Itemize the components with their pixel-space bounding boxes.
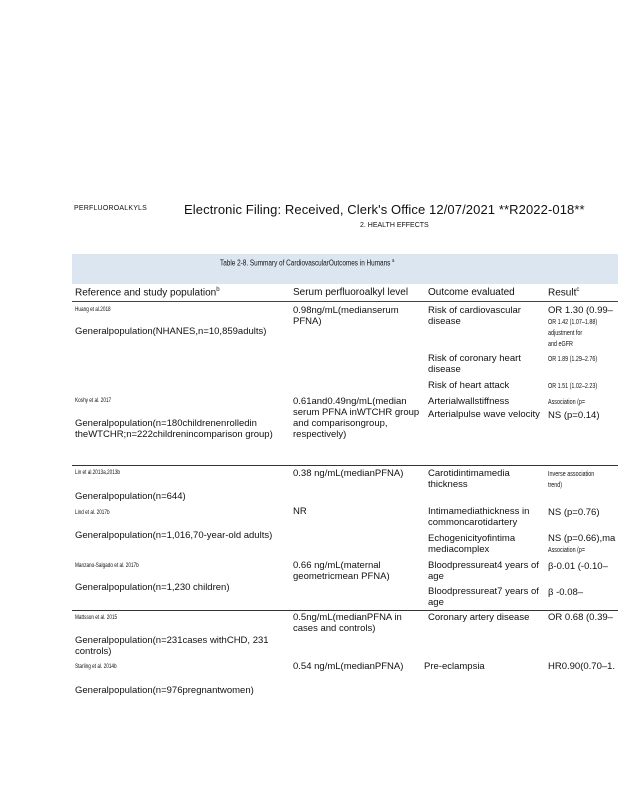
table-row-outcome: Risk of coronary heart disease (428, 353, 521, 375)
table-row-result: β-0.01 (-0.10– (548, 561, 608, 572)
table-row-result: HR0.90(0.70–1. (548, 661, 616, 672)
table-row-serum: NR (293, 506, 307, 517)
table-row-outcome: Pre-eclampsia (424, 661, 485, 672)
table-row-reference: Koshy et al. 2017 (75, 397, 112, 404)
table-row-reference: Mattsson et al. 2015 (75, 614, 118, 621)
table-row-result: OR 1.51 (1.02–2.23) (548, 381, 598, 390)
row-divider (72, 465, 618, 466)
table-row-outcome: Bloodpressureat4 years of age (428, 560, 539, 582)
column-header-serum: Serum perfluoroalkyl level (293, 287, 409, 298)
table-row-reference: Manzano-Salgado et al. 2017b (75, 562, 139, 569)
table-row-serum: 0.38 ng/mL(medianPFNA) (293, 468, 404, 479)
filing-stamp: Electronic Filing: Received, Clerk's Office 12/07/2021 **R2022-018** (184, 202, 585, 217)
table-row-result: NS (p=0.14) (548, 410, 600, 421)
table-row-serum: 0.54 ng/mL(medianPFNA) (293, 661, 404, 672)
table-row-result: trend) (548, 480, 563, 489)
table-row-result: NS (p=0.76) (548, 507, 600, 518)
running-header: PERFLUOROALKYLS (74, 205, 148, 212)
table-caption: Table 2-8. Summary of CardiovascularOutcomes in Humans $^a$ (220, 258, 395, 268)
table-row-population: Generalpopulation(n=1,016,70-year-old adults) (75, 530, 273, 541)
table-row-result: Association (p= (548, 397, 586, 406)
table-row-outcome: Arterialpulse wave velocity (428, 409, 540, 420)
table-row-reference: Lind et al. 2017b (75, 509, 110, 516)
table-row-result: Inverse association (548, 469, 595, 478)
table-row-population: Generalpopulation(n=976pregnantwomen) (75, 685, 254, 696)
table-row-outcome: Echogenicityofintima mediacomplex (428, 533, 516, 555)
table-row-outcome: Intimamediathickness in commoncarotidartery (428, 506, 530, 528)
table-row-population: Generalpopulation(n=180childrenenrolledin theWTCHR;n=222childrenincomparison group) (75, 418, 273, 440)
table-row-reference: Lin et al.2013a,2013b (75, 469, 121, 476)
row-divider (72, 610, 618, 611)
table-row-reference: Huang et al.2018 (75, 306, 111, 313)
table-row-serum: 0.98ng/mL(medianserum PFNA) (293, 305, 399, 327)
table-row-serum: 0.5ng/mL(medianPFNA in cases and controls) (293, 612, 402, 634)
table-row-outcome: Bloodpressureat7 years of age (428, 586, 539, 608)
table-row-result: β -0.08– (548, 587, 584, 598)
table-row-population: Generalpopulation(n=644) (75, 491, 186, 502)
table-row-serum: 0.61and0.49ng/mL(median serum PFNA inWTCHR group and comparisongroup, respectively) (293, 396, 420, 440)
table-row-result: OR 1.89 (1.29–2.76) (548, 354, 598, 363)
column-header-result: Result$^c$ (548, 287, 580, 299)
table-row-result: Association (p= (548, 545, 586, 554)
table-row-outcome: Risk of cardiovascular disease (428, 305, 521, 327)
table-row-reference: Starling et al. 2014b (75, 663, 117, 670)
table-row-outcome: Coronary artery disease (428, 612, 530, 623)
table-row-result: OR 1.42 (1.07–1.88) (548, 317, 598, 326)
column-header-outcome: Outcome evaluated (428, 287, 515, 298)
table-row-population: Generalpopulation(n=1,230 children) (75, 582, 230, 593)
table-row-serum: 0.66 ng/mL(maternal geometricmean PFNA) (293, 560, 390, 582)
table-row-population: Generalpopulation(NHANES,n=10,859adults) (75, 326, 267, 337)
table-row-result: OR 1.30 (0.99– (548, 305, 613, 316)
table-row-population: Generalpopulation(n=231cases withCHD, 231 controls) (75, 635, 269, 657)
table-row-result: NS (p=0.66),ma (548, 533, 616, 544)
section-title: 2. HEALTH EFFECTS (360, 222, 429, 229)
table-row-outcome: Arterialwallstiffness (428, 396, 510, 407)
table-row-result: adjustment for (548, 328, 583, 337)
column-header-reference: Reference and study population$^b$ (75, 287, 220, 299)
table-row-outcome: Risk of heart attack (428, 380, 510, 391)
table-row-result: and eGFR (548, 339, 573, 348)
table-row-result: OR 0.68 (0.39– (548, 612, 613, 623)
table-row-outcome: Carotidintimamedia thickness (428, 468, 510, 490)
